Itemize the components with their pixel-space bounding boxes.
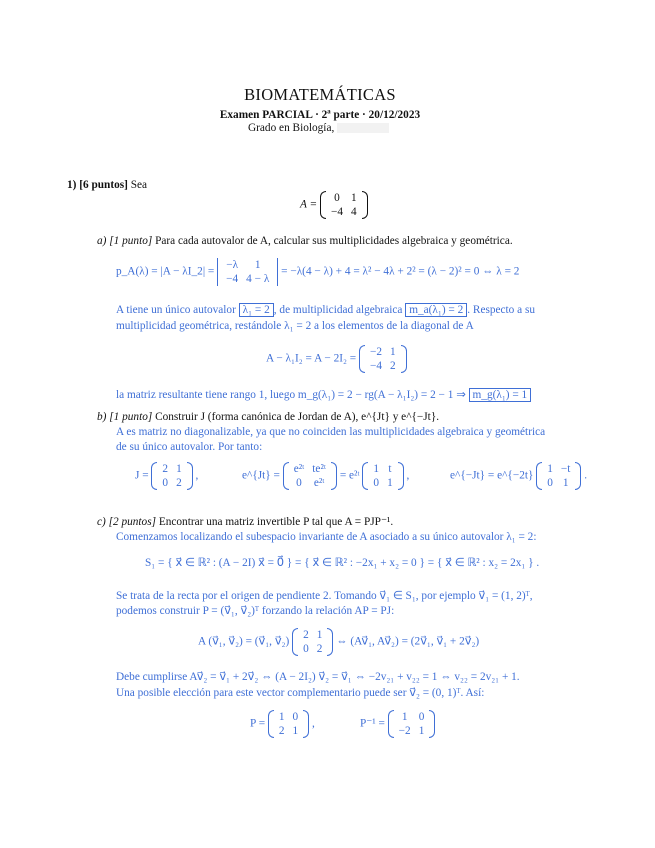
jordan-J-equation: J = 2 1 0 2 , [135, 463, 199, 489]
subspace-S1: S₁ = { x⃗ ∈ ℝ² : (A − 2I) x⃗ = 0⃗ } = { x⃗ ∈ ℝ² : −2x₁ + x₂ = 0 } = { x⃗ ∈ ℝ² : x₂ = 2x₁ } . [145, 557, 540, 569]
problem-intro: Sea [130, 179, 148, 191]
AP-PJ-matrix: 2 1 0 2 [292, 628, 333, 656]
charpoly-rhs: = −λ(4 − λ) + 4 = λ² − 4λ + 2² = (λ − 2)² = 0 ⇔ λ = 2 [281, 265, 520, 278]
exp-minus-Jt-matrix: 1 −t 0 1 [536, 462, 581, 490]
part-a-text-2: multiplicidad geométrica, restándole λ₁ = 2 a los elementos de la diagonal de A [116, 320, 474, 332]
problem-points: [6 puntos] [79, 179, 128, 191]
part-a-heading [97, 234, 513, 248]
matrix-A-equation [300, 191, 368, 219]
matrix-A-lhs: A = [300, 198, 318, 211]
exp-minus-Jt-equation: e^{−Jt} = e^{−2t} 1 −t 0 1 . [450, 463, 588, 489]
exp-Jt-equation: e^{Jt} = e²ᵗ te²ᵗ 0 e²ᵗ = e²ᵗ 1 t 0 1 , [242, 463, 410, 489]
diag-matrix: −2 1 −4 2 [359, 345, 407, 373]
P-inverse-matrix: 1 0 −2 1 [388, 710, 436, 738]
degree-line [248, 121, 389, 135]
part-a-points: [1 punto] [109, 235, 153, 247]
part-c-text-5: Una posible elección para este vector complementario puede ser v⃗₂ = (0, 1)ᵀ. Así: [116, 687, 485, 699]
charpoly-equation [116, 258, 519, 286]
P-matrix: 1 0 2 1 [268, 710, 309, 738]
part-b-label: b) [97, 411, 107, 423]
part-a-label: a) [97, 235, 107, 247]
problem-number: 1) [67, 179, 77, 191]
part-c-heading [97, 515, 393, 529]
part-c-statement: Encontrar una matriz invertible P tal que A = PJP⁻¹. [158, 516, 394, 528]
part-b-text-1: A es matriz no diagonalizable, ya que no coinciden las multiplicidades algebraica y geométrica [116, 426, 546, 438]
part-b-points: [1 punto] [109, 411, 153, 423]
diag-equation [266, 345, 407, 373]
diag-lhs: A − λ₁I₂ = A − 2I₂ = [266, 352, 357, 365]
charpoly-lhs: p_A(λ) = |A − λI_2| = [116, 265, 215, 278]
P-equation: P = 1 0 2 1 , [250, 711, 315, 737]
jordan-matrix: 2 1 0 2 [151, 462, 192, 490]
exam-subtitle: Examen PARCIAL · 2ª parte · 20/12/2023 [219, 109, 421, 121]
geometric-multiplicity-box: m_g(λ₁) = 1 [469, 388, 532, 402]
eigenvalue-box: λ₁ = 2 [239, 303, 274, 317]
AP-PJ-equation: A (v⃗₁, v⃗₂) = (v⃗₁, v⃗₂) 2 1 0 2 ⇔ (Av⃗₁, Av⃗₂) = (2v⃗₁, v⃗₁ + 2v⃗₂) [198, 629, 480, 655]
part-c-text-4: Debe cumplirse Av⃗₂ = v⃗₁ + 2v⃗₂ ⇔ (A − 2I₂) v⃗₂ = v⃗₁ ⇔ −2v₂₁ + v₂₂ = 1 ⇔ v₂₂ = 2v₂₁ + 1. [116, 671, 520, 683]
problem-1-heading [67, 178, 147, 192]
redacted-name [337, 123, 389, 133]
algebraic-multiplicity-box: m_a(λ₁) = 2 [405, 303, 467, 317]
exp-Jt-factor-matrix: 1 t 0 1 [362, 462, 403, 490]
page-title: BIOMATEMÁTICAS [244, 85, 396, 104]
part-c-points: [2 puntos] [108, 516, 157, 528]
degree-text: Grado en Biología, [248, 122, 335, 134]
part-c-text-3: podemos construir P = (v⃗₁, v⃗₂)ᵀ forzando la relación AP = PJ: [116, 605, 395, 617]
part-c-text-2: Se trata de la recta por el origen de pendiente 2. Tomando v⃗₁ ∈ S₁, por ejemplo v⃗₁ = (1, 2)ᵀ, [116, 590, 533, 602]
matrix-A: 0 1 −4 4 [320, 191, 368, 219]
part-a-statement: Para cada autovalor de A, calcular sus multiplicidades algebraica y geométrica. [155, 235, 513, 247]
P-inverse-equation: P⁻¹ = 1 0 −2 1 [360, 710, 435, 738]
part-c-text-1: Comenzamos localizando el subespacio invariante de A asociado a su único autovalor λ₁ = 2: [116, 531, 537, 543]
charpoly-determinant: −λ 1 −4 4 − λ [217, 258, 278, 286]
part-b-heading [97, 410, 439, 424]
part-a-text-3: la matriz resultante tiene rango 1, luego m_g(λ₁) = 2 − rg(A − λ₁I₂) = 2 − 1 ⇒ m_g(λ₁) = 1 [116, 388, 531, 402]
part-c-label: c) [97, 516, 106, 528]
part-a-text-1: A tiene un único autovalor λ₁ = 2 , de multiplicidad algebraica m_a(λ₁) = 2 . Respecto a su [116, 304, 536, 316]
part-b-text-2: de su único autovalor. Por tanto: [116, 441, 263, 453]
part-b-statement: Construir J (forma canónica de Jordan de A), e^{Jt} y e^{−Jt}. [155, 411, 440, 423]
exp-Jt-matrix: e²ᵗ te²ᵗ 0 e²ᵗ [283, 462, 337, 490]
